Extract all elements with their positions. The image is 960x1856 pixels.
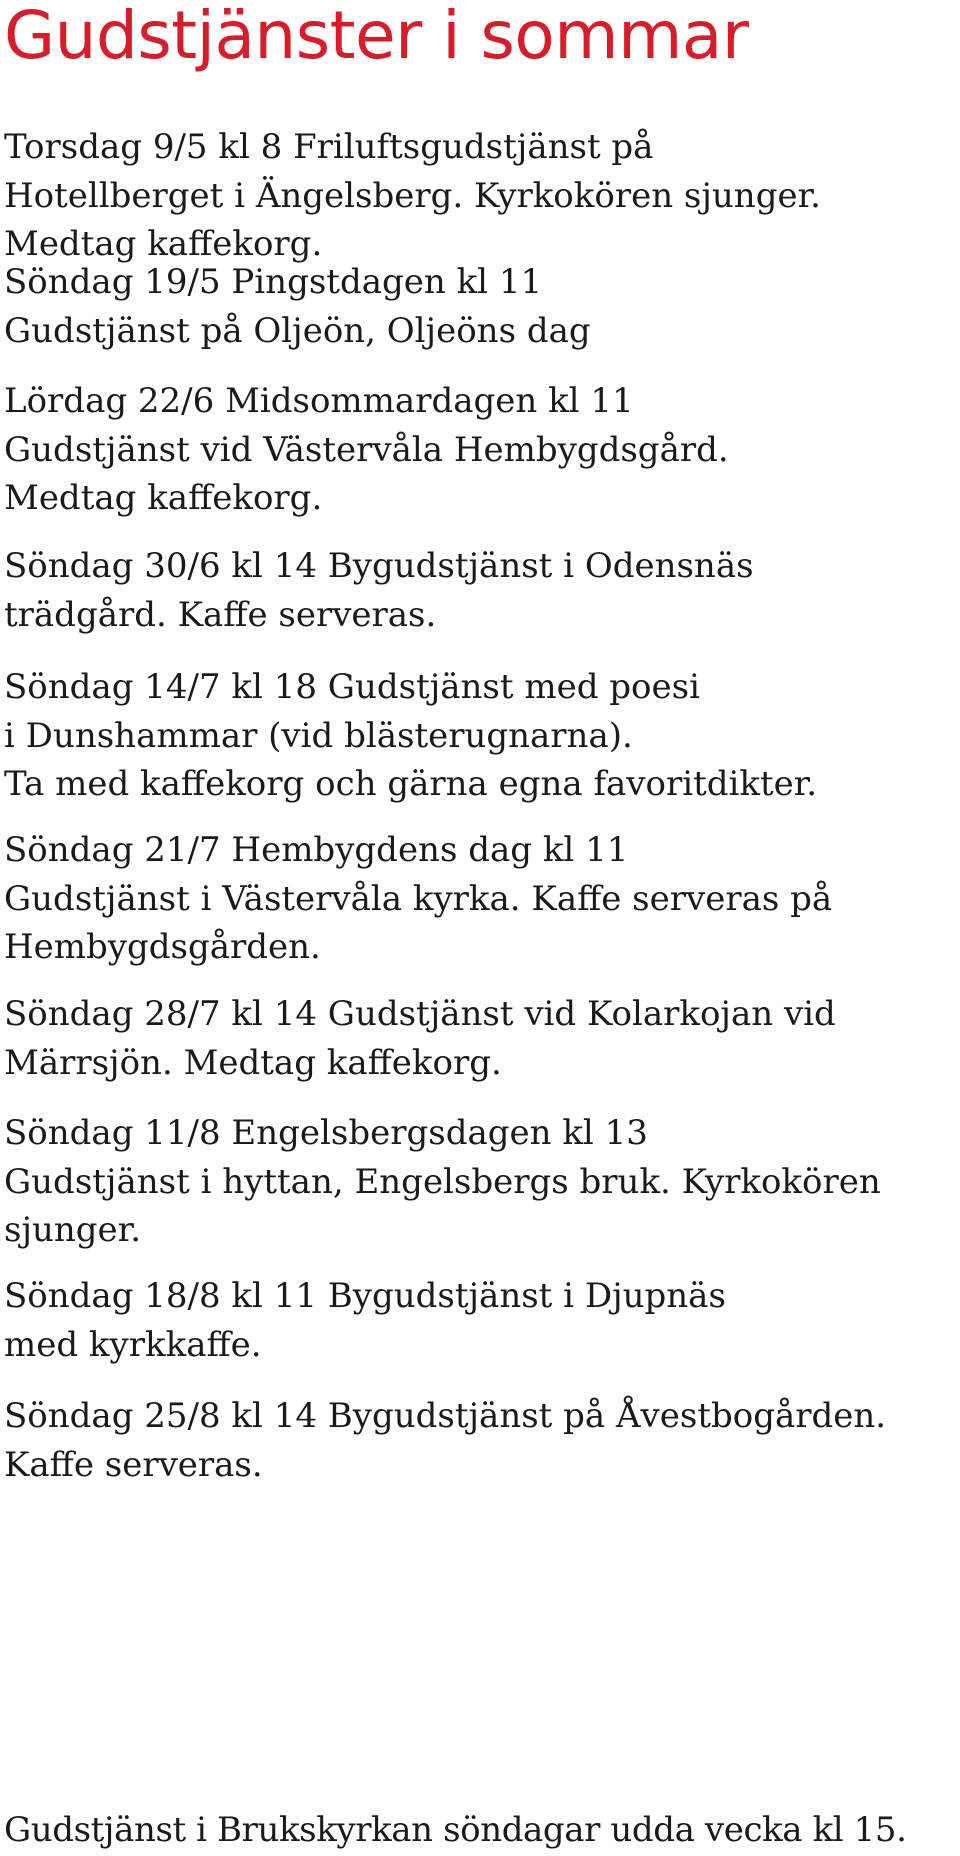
service-entry xyxy=(4,542,754,639)
entry-line: Hotellberget i Ängelsberg. Kyrkokören sjunger. xyxy=(4,175,821,216)
service-entry xyxy=(4,826,832,972)
entry-line: Söndag 11/8 Engelsbergsdagen kl 13 xyxy=(4,1113,648,1153)
entry-line: Söndag 18/8 kl 11 Bygudstjänst i Djupnäs xyxy=(4,1276,726,1316)
footer-note: Gudstjänst i Brukskyrkan söndagar udda vecka kl 15. xyxy=(4,1810,907,1850)
service-entry xyxy=(4,663,817,809)
entry-line: Lördag 22/6 Midsommardagen kl 11 xyxy=(4,381,634,421)
entry-line: i Dunshammar (vid blästerugnarna). xyxy=(4,715,633,756)
entry-line: Söndag 19/5 Pingstdagen kl 11 xyxy=(4,262,543,302)
service-entry xyxy=(4,258,591,355)
entry-line: Söndag 30/6 kl 14 Bygudstjänst i Odensnäs xyxy=(4,546,754,586)
service-entry xyxy=(4,377,729,523)
entry-line: Medtag kaffekorg. xyxy=(4,224,323,264)
entry-line: Märrsjön. Medtag kaffekorg. xyxy=(4,1042,502,1083)
entry-line: Gudstjänst vid Västervåla Hembygdsgård. xyxy=(4,429,729,470)
entry-line: Söndag 21/7 Hembygdens dag kl 11 xyxy=(4,830,629,870)
page-title: Gudstjänster i sommar xyxy=(4,0,749,74)
entry-line: Hembygdsgården. xyxy=(4,927,321,967)
entry-line: Gudstjänst i Västervåla kyrka. Kaffe serveras på xyxy=(4,878,833,919)
service-entry xyxy=(4,123,821,269)
entry-line: Kaffe serveras. xyxy=(4,1444,263,1485)
entry-line: med kyrkkaffe. xyxy=(4,1324,262,1365)
entry-line: trädgård. Kaffe serveras. xyxy=(4,594,437,635)
entry-line: Torsdag 9/5 kl 8 Friluftsgudstjänst på xyxy=(4,127,654,167)
entry-line: Söndag 14/7 kl 18 Gudstjänst med poesi xyxy=(4,667,700,707)
service-entry xyxy=(4,990,836,1087)
entry-line: Medtag kaffekorg. xyxy=(4,478,323,518)
entry-line: Söndag 28/7 kl 14 Gudstjänst vid Kolarkojan vid xyxy=(4,994,836,1034)
service-entry xyxy=(4,1109,881,1255)
service-entry xyxy=(4,1392,886,1489)
entry-line: Söndag 25/8 kl 14 Bygudstjänst på Åvestbogården. xyxy=(4,1396,887,1436)
entry-line: sjunger. xyxy=(4,1210,141,1250)
service-entry xyxy=(4,1272,726,1369)
entry-line: Ta med kaffekorg och gärna egna favoritdikter. xyxy=(4,764,818,804)
entry-line: Gudstjänst på Oljeön, Oljeöns dag xyxy=(4,310,591,351)
entry-line: Gudstjänst i hyttan, Engelsbergs bruk. Kyrkokören xyxy=(4,1161,881,1202)
